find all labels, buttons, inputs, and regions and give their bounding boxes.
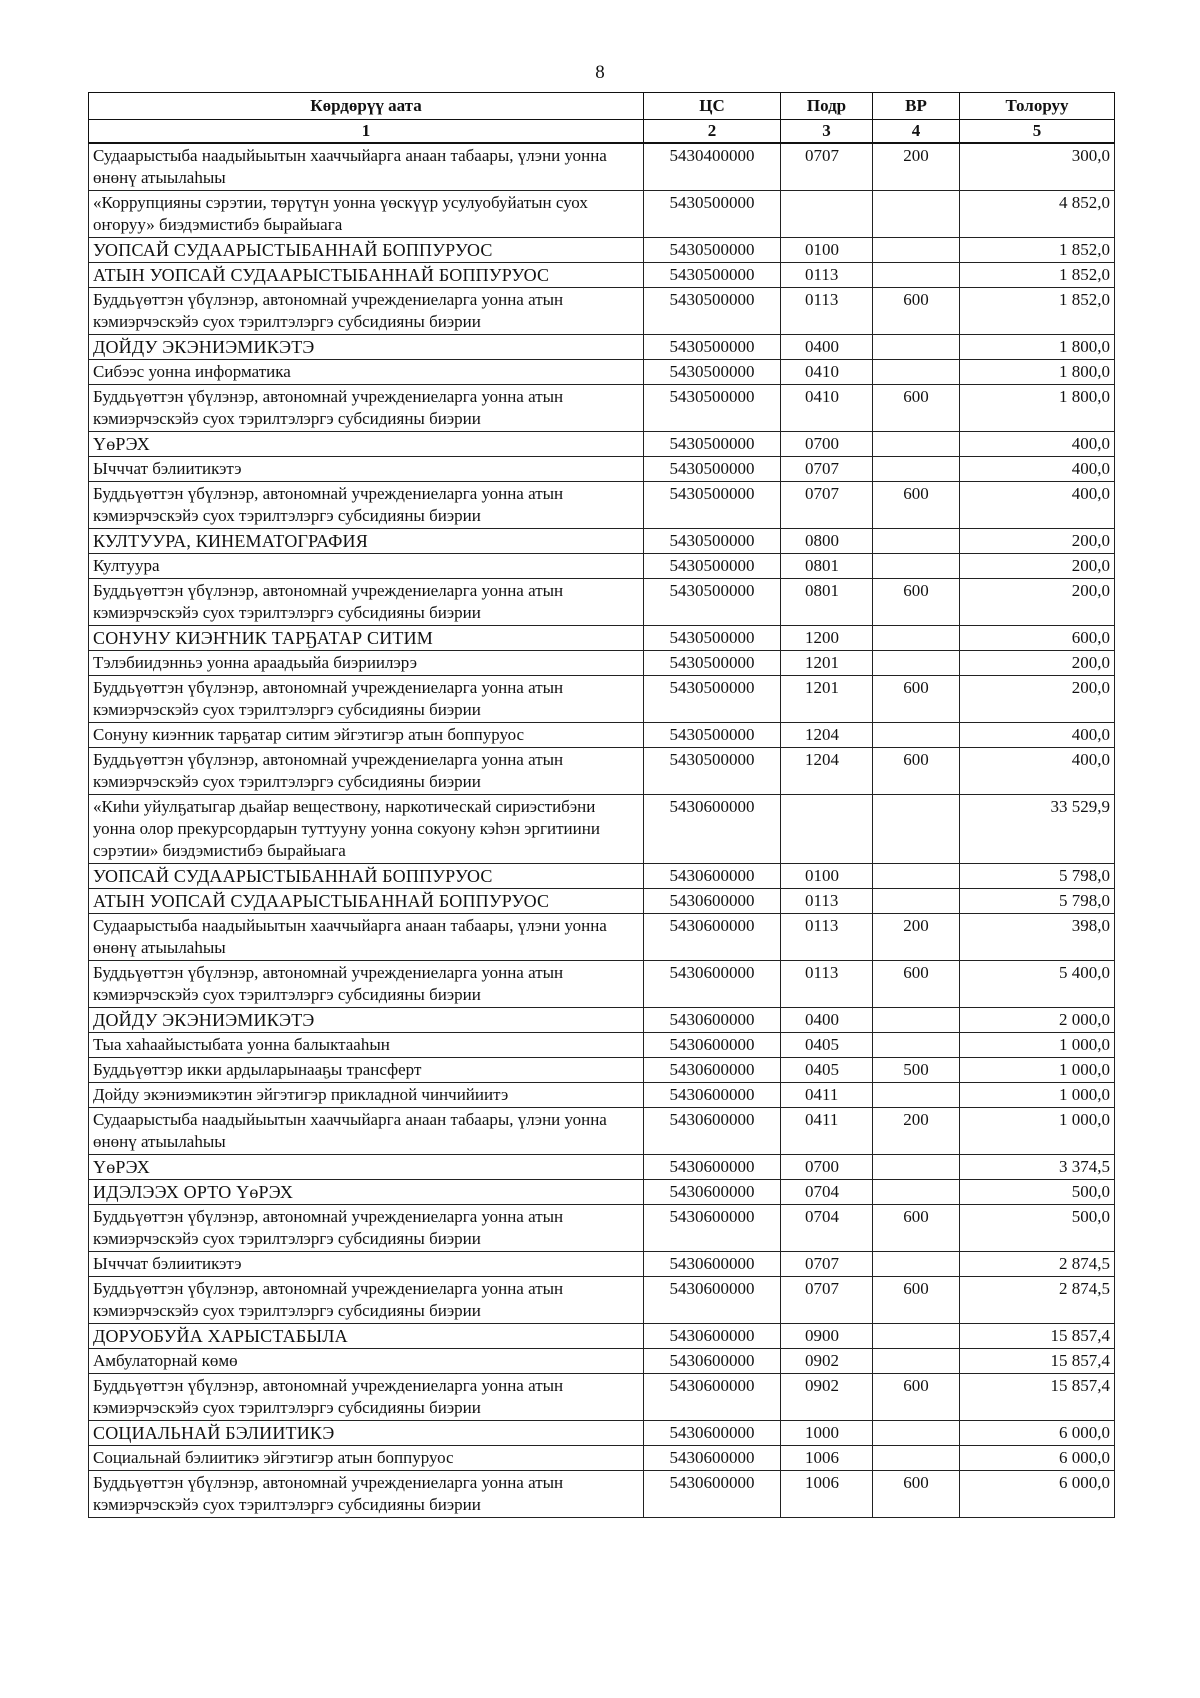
column-number-3: 3 bbox=[781, 120, 873, 144]
row-podr-code: 0707 bbox=[781, 1252, 873, 1277]
row-podr-code: 1000 bbox=[781, 1421, 873, 1446]
row-name: Судаарыстыба наадыйыытын хааччыйарга анаан табаары, үлэни уонна ɵнɵнү атыылаһыы bbox=[89, 1108, 644, 1155]
column-number-4: 4 bbox=[873, 120, 960, 144]
row-podr-code: 0707 bbox=[781, 1277, 873, 1324]
row-vr-code bbox=[873, 723, 960, 748]
row-name: Буддьүɵттэн үбүлэнэр, автономнай учреждениеларга уонна атын кэмиэрчэскэйэ суох тэрилтэлэргэ субсидияны биэрии bbox=[89, 1471, 644, 1518]
row-name: Буддьүɵттэн үбүлэнэр, автономнай учреждениеларга уонна атын кэмиэрчэскэйэ суох тэрилтэлэргэ субсидияны биэрии bbox=[89, 385, 644, 432]
table-row bbox=[89, 914, 1115, 961]
row-amount: 33 529,9 bbox=[960, 795, 1115, 864]
row-cs-code: 5430600000 bbox=[644, 1421, 781, 1446]
row-podr-code: 0400 bbox=[781, 335, 873, 360]
row-cs-code: 5430500000 bbox=[644, 651, 781, 676]
row-amount: 400,0 bbox=[960, 482, 1115, 529]
table-header bbox=[89, 93, 1115, 144]
row-cs-code: 5430600000 bbox=[644, 1205, 781, 1252]
table-row bbox=[89, 554, 1115, 579]
table-body bbox=[89, 143, 1115, 1518]
table-row bbox=[89, 263, 1115, 288]
table-row bbox=[89, 889, 1115, 914]
table-row bbox=[89, 1108, 1115, 1155]
row-vr-code: 200 bbox=[873, 1108, 960, 1155]
table-row bbox=[89, 579, 1115, 626]
row-amount: 1 852,0 bbox=[960, 263, 1115, 288]
row-amount: 2 874,5 bbox=[960, 1252, 1115, 1277]
row-name: Буддьүɵттэн үбүлэнэр, автономнай учреждениеларга уонна атын кэмиэрчэскэйэ суох тэрилтэлэргэ субсидияны биэрии bbox=[89, 482, 644, 529]
column-header-amount: Толоруу bbox=[960, 93, 1115, 120]
row-podr-code: 1204 bbox=[781, 748, 873, 795]
row-cs-code: 5430500000 bbox=[644, 385, 781, 432]
row-name: Амбулаторнай кɵмɵ bbox=[89, 1349, 644, 1374]
budget-table bbox=[88, 92, 1115, 1518]
row-vr-code bbox=[873, 360, 960, 385]
row-vr-code: 600 bbox=[873, 385, 960, 432]
row-name: Судаарыстыба наадыйыытын хааччыйарга анаан табаары, үлэни уонна ɵнɵнү атыылаһыы bbox=[89, 143, 644, 191]
row-podr-code: 0113 bbox=[781, 961, 873, 1008]
table-row bbox=[89, 1446, 1115, 1471]
row-podr-code: 0410 bbox=[781, 360, 873, 385]
table-row bbox=[89, 1252, 1115, 1277]
table-row bbox=[89, 432, 1115, 457]
row-podr-code: 0902 bbox=[781, 1349, 873, 1374]
row-podr-code bbox=[781, 191, 873, 238]
row-vr-code bbox=[873, 457, 960, 482]
row-name: АТЫН УОПСАЙ СУДААРЫСТЫБАННАЙ БОППУРУОС bbox=[89, 263, 644, 288]
row-podr-code: 0113 bbox=[781, 889, 873, 914]
page-number: 8 bbox=[595, 62, 605, 83]
row-podr-code: 0800 bbox=[781, 529, 873, 554]
table-row bbox=[89, 238, 1115, 263]
row-amount: 1 800,0 bbox=[960, 335, 1115, 360]
row-vr-code: 200 bbox=[873, 143, 960, 191]
row-name: ҮɵРЭХ bbox=[89, 1155, 644, 1180]
row-podr-code: 1201 bbox=[781, 676, 873, 723]
row-podr-code: 0113 bbox=[781, 288, 873, 335]
row-amount: 400,0 bbox=[960, 723, 1115, 748]
row-vr-code bbox=[873, 1349, 960, 1374]
row-name: АТЫН УОПСАЙ СУДААРЫСТЫБАННАЙ БОППУРУОС bbox=[89, 889, 644, 914]
table-row bbox=[89, 191, 1115, 238]
row-name: Буддьүɵттэн үбүлэнэр, автономнай учреждениеларга уонна атын кэмиэрчэскэйэ суох тэрилтэлэргэ субсидияны биэрии bbox=[89, 676, 644, 723]
table-row bbox=[89, 748, 1115, 795]
row-vr-code: 600 bbox=[873, 1374, 960, 1421]
row-vr-code bbox=[873, 263, 960, 288]
row-podr-code: 0704 bbox=[781, 1205, 873, 1252]
row-vr-code: 600 bbox=[873, 288, 960, 335]
row-amount: 6 000,0 bbox=[960, 1421, 1115, 1446]
row-cs-code: 5430600000 bbox=[644, 1108, 781, 1155]
table-row bbox=[89, 651, 1115, 676]
table-row bbox=[89, 1083, 1115, 1108]
row-podr-code: 0100 bbox=[781, 238, 873, 263]
table-row bbox=[89, 1471, 1115, 1518]
row-cs-code: 5430600000 bbox=[644, 961, 781, 1008]
row-cs-code: 5430500000 bbox=[644, 432, 781, 457]
row-name: Сонуну киэҥник тарҕатар ситим эйгэтигэр атын боппуруос bbox=[89, 723, 644, 748]
row-cs-code: 5430600000 bbox=[644, 1349, 781, 1374]
row-vr-code bbox=[873, 529, 960, 554]
row-amount: 1 000,0 bbox=[960, 1108, 1115, 1155]
row-name: Судаарыстыба наадыйыытын хааччыйарга анаан табаары, үлэни уонна ɵнɵнү атыылаһыы bbox=[89, 914, 644, 961]
row-amount: 15 857,4 bbox=[960, 1324, 1115, 1349]
table-row bbox=[89, 1277, 1115, 1324]
row-amount: 500,0 bbox=[960, 1180, 1115, 1205]
row-name: СОЦИАЛЬНАЙ БЭЛИИТИКЭ bbox=[89, 1421, 644, 1446]
row-cs-code: 5430600000 bbox=[644, 1180, 781, 1205]
row-vr-code bbox=[873, 651, 960, 676]
row-amount: 200,0 bbox=[960, 554, 1115, 579]
row-amount: 5 798,0 bbox=[960, 864, 1115, 889]
table-row bbox=[89, 961, 1115, 1008]
row-cs-code: 5430500000 bbox=[644, 579, 781, 626]
row-podr-code: 0707 bbox=[781, 457, 873, 482]
row-cs-code: 5430400000 bbox=[644, 143, 781, 191]
row-podr-code: 0704 bbox=[781, 1180, 873, 1205]
row-cs-code: 5430600000 bbox=[644, 1008, 781, 1033]
row-cs-code: 5430500000 bbox=[644, 335, 781, 360]
table-row bbox=[89, 482, 1115, 529]
row-cs-code: 5430600000 bbox=[644, 1252, 781, 1277]
row-vr-code bbox=[873, 1252, 960, 1277]
row-name: Тэлэбиидэнньэ уонна араадьыйа биэриилэрэ bbox=[89, 651, 644, 676]
row-name: Буддьүɵттэн үбүлэнэр, автономнай учреждениеларга уонна атын кэмиэрчэскэйэ суох тэрилтэлэргэ субсидияны биэрии bbox=[89, 1205, 644, 1252]
row-amount: 1 852,0 bbox=[960, 238, 1115, 263]
row-name: Ычччат бэлиитикэтэ bbox=[89, 457, 644, 482]
row-amount: 15 857,4 bbox=[960, 1349, 1115, 1374]
row-vr-code bbox=[873, 1083, 960, 1108]
row-cs-code: 5430500000 bbox=[644, 676, 781, 723]
row-vr-code: 600 bbox=[873, 961, 960, 1008]
row-amount: 200,0 bbox=[960, 676, 1115, 723]
table-row bbox=[89, 1421, 1115, 1446]
table-row bbox=[89, 335, 1115, 360]
row-amount: 600,0 bbox=[960, 626, 1115, 651]
row-name: Тыа хаһаайыстыбата уонна балыктааһын bbox=[89, 1033, 644, 1058]
row-cs-code: 5430600000 bbox=[644, 1033, 781, 1058]
row-cs-code: 5430600000 bbox=[644, 1058, 781, 1083]
row-podr-code bbox=[781, 795, 873, 864]
table-row bbox=[89, 1033, 1115, 1058]
table-row bbox=[89, 1374, 1115, 1421]
row-amount: 2 874,5 bbox=[960, 1277, 1115, 1324]
row-podr-code: 0707 bbox=[781, 143, 873, 191]
table-row bbox=[89, 795, 1115, 864]
row-amount: 5 798,0 bbox=[960, 889, 1115, 914]
column-header-podr: Подр bbox=[781, 93, 873, 120]
column-number-1: 1 bbox=[89, 120, 644, 144]
row-name: «Коррупцияны сэрэтии, тɵрүтүн уонна үɵскүүр усулуобуйатын суох оҥоруу» биэдэмистибэ бырайыага bbox=[89, 191, 644, 238]
row-name: Буддьүɵттэр икки ардыларынааҕы трансферт bbox=[89, 1058, 644, 1083]
row-amount: 1 800,0 bbox=[960, 385, 1115, 432]
row-cs-code: 5430600000 bbox=[644, 1155, 781, 1180]
row-name: ДОЙДУ ЭКЭНИЭМИКЭТЭ bbox=[89, 1008, 644, 1033]
row-amount: 1 852,0 bbox=[960, 288, 1115, 335]
row-amount: 400,0 bbox=[960, 457, 1115, 482]
row-amount: 400,0 bbox=[960, 748, 1115, 795]
row-cs-code: 5430600000 bbox=[644, 1446, 781, 1471]
row-name: СОНУНУ КИЭҤНИК ТАРҔАТАР СИТИМ bbox=[89, 626, 644, 651]
table-row bbox=[89, 1058, 1115, 1083]
table-row bbox=[89, 1205, 1115, 1252]
row-podr-code: 1200 bbox=[781, 626, 873, 651]
row-podr-code: 0801 bbox=[781, 579, 873, 626]
row-vr-code: 600 bbox=[873, 482, 960, 529]
row-cs-code: 5430500000 bbox=[644, 288, 781, 335]
row-cs-code: 5430500000 bbox=[644, 191, 781, 238]
table-row bbox=[89, 143, 1115, 191]
row-amount: 1 000,0 bbox=[960, 1083, 1115, 1108]
row-vr-code bbox=[873, 335, 960, 360]
row-name: Дойду экэниэмикэтин эйгэтигэр прикладной чинчийиитэ bbox=[89, 1083, 644, 1108]
row-vr-code: 600 bbox=[873, 1205, 960, 1252]
row-cs-code: 5430600000 bbox=[644, 864, 781, 889]
row-podr-code: 0902 bbox=[781, 1374, 873, 1421]
row-amount: 200,0 bbox=[960, 651, 1115, 676]
row-name: Буддьүɵттэн үбүлэнэр, автономнай учреждениеларга уонна атын кэмиэрчэскэйэ суох тэрилтэлэргэ субсидияны биэрии bbox=[89, 1277, 644, 1324]
table-row bbox=[89, 1180, 1115, 1205]
row-vr-code bbox=[873, 1155, 960, 1180]
row-name: Социальнай бэлиитикэ эйгэтигэр атын боппуруос bbox=[89, 1446, 644, 1471]
table-row bbox=[89, 1155, 1115, 1180]
row-cs-code: 5430600000 bbox=[644, 1374, 781, 1421]
row-vr-code bbox=[873, 191, 960, 238]
row-name: ДОЙДУ ЭКЭНИЭМИКЭТЭ bbox=[89, 335, 644, 360]
row-podr-code: 0900 bbox=[781, 1324, 873, 1349]
row-name: ИДЭЛЭЭХ ОРТО ҮɵРЭХ bbox=[89, 1180, 644, 1205]
row-cs-code: 5430500000 bbox=[644, 748, 781, 795]
column-header-name: Кɵрдɵрүү аата bbox=[89, 93, 644, 120]
row-cs-code: 5430600000 bbox=[644, 889, 781, 914]
row-amount: 5 400,0 bbox=[960, 961, 1115, 1008]
row-amount: 1 800,0 bbox=[960, 360, 1115, 385]
row-name: Буддьүɵттэн үбүлэнэр, автономнай учреждениеларга уонна атын кэмиэрчэскэйэ суох тэрилтэлэргэ субсидияны биэрии bbox=[89, 288, 644, 335]
row-podr-code: 0400 bbox=[781, 1008, 873, 1033]
row-vr-code: 600 bbox=[873, 676, 960, 723]
row-podr-code: 0100 bbox=[781, 864, 873, 889]
row-amount: 300,0 bbox=[960, 143, 1115, 191]
row-name: Ычччат бэлиитикэтэ bbox=[89, 1252, 644, 1277]
row-vr-code bbox=[873, 1033, 960, 1058]
row-vr-code bbox=[873, 1421, 960, 1446]
row-podr-code: 0411 bbox=[781, 1083, 873, 1108]
table-row bbox=[89, 723, 1115, 748]
row-vr-code bbox=[873, 795, 960, 864]
row-amount: 6 000,0 bbox=[960, 1471, 1115, 1518]
row-vr-code bbox=[873, 1008, 960, 1033]
row-cs-code: 5430500000 bbox=[644, 482, 781, 529]
row-cs-code: 5430500000 bbox=[644, 360, 781, 385]
table-row bbox=[89, 1349, 1115, 1374]
row-name: УОПСАЙ СУДААРЫСТЫБАННАЙ БОППУРУОС bbox=[89, 864, 644, 889]
row-podr-code: 0707 bbox=[781, 482, 873, 529]
row-cs-code: 5430600000 bbox=[644, 1471, 781, 1518]
row-name: Буддьүɵттэн үбүлэнэр, автономнай учреждениеларга уонна атын кэмиэрчэскэйэ суох тэрилтэлэргэ субсидияны биэрии bbox=[89, 748, 644, 795]
column-number-5: 5 bbox=[960, 120, 1115, 144]
column-number-2: 2 bbox=[644, 120, 781, 144]
row-amount: 398,0 bbox=[960, 914, 1115, 961]
row-amount: 2 000,0 bbox=[960, 1008, 1115, 1033]
row-vr-code bbox=[873, 1446, 960, 1471]
row-name: ҮɵРЭХ bbox=[89, 432, 644, 457]
column-header-cs: ЦС bbox=[644, 93, 781, 120]
row-podr-code: 0405 bbox=[781, 1058, 873, 1083]
row-cs-code: 5430500000 bbox=[644, 723, 781, 748]
row-vr-code bbox=[873, 1180, 960, 1205]
row-vr-code: 600 bbox=[873, 748, 960, 795]
table-row bbox=[89, 529, 1115, 554]
row-podr-code: 0700 bbox=[781, 1155, 873, 1180]
row-podr-code: 0700 bbox=[781, 432, 873, 457]
row-amount: 1 000,0 bbox=[960, 1033, 1115, 1058]
row-name: УОПСАЙ СУДААРЫСТЫБАННАЙ БОППУРУОС bbox=[89, 238, 644, 263]
row-cs-code: 5430500000 bbox=[644, 263, 781, 288]
table-row bbox=[89, 360, 1115, 385]
row-vr-code: 600 bbox=[873, 579, 960, 626]
row-name: Буддьүɵттэн үбүлэнэр, автономнай учреждениеларга уонна атын кэмиэрчэскэйэ суох тэрилтэлэргэ субсидияны биэрии bbox=[89, 961, 644, 1008]
row-name: ДОРУОБУЙА ХАРЫСТАБЫЛА bbox=[89, 1324, 644, 1349]
row-name: Буддьүɵттэн үбүлэнэр, автономнай учреждениеларга уонна атын кэмиэрчэскэйэ суох тэрилтэлэргэ субсидияны биэрии bbox=[89, 1374, 644, 1421]
row-amount: 200,0 bbox=[960, 579, 1115, 626]
row-vr-code: 200 bbox=[873, 914, 960, 961]
row-podr-code: 0411 bbox=[781, 1108, 873, 1155]
row-cs-code: 5430600000 bbox=[644, 1324, 781, 1349]
row-podr-code: 0113 bbox=[781, 263, 873, 288]
row-vr-code: 500 bbox=[873, 1058, 960, 1083]
row-vr-code bbox=[873, 238, 960, 263]
row-cs-code: 5430500000 bbox=[644, 554, 781, 579]
row-podr-code: 0113 bbox=[781, 914, 873, 961]
row-vr-code bbox=[873, 889, 960, 914]
row-podr-code: 0801 bbox=[781, 554, 873, 579]
row-amount: 200,0 bbox=[960, 529, 1115, 554]
column-header-vr: ВР bbox=[873, 93, 960, 120]
row-podr-code: 1006 bbox=[781, 1446, 873, 1471]
row-amount: 500,0 bbox=[960, 1205, 1115, 1252]
row-name: Култуура bbox=[89, 554, 644, 579]
row-cs-code: 5430600000 bbox=[644, 1083, 781, 1108]
row-cs-code: 5430600000 bbox=[644, 795, 781, 864]
row-amount: 400,0 bbox=[960, 432, 1115, 457]
table-row bbox=[89, 864, 1115, 889]
row-name: «Киһи уйулҕатыгар дьайар веществону, наркотическай сириэстибэни уонна олор прекурсордарын туттууну уонна сокуону кэһэн эргитиини сэрэтии» биэдэмистибэ бырайыага bbox=[89, 795, 644, 864]
row-cs-code: 5430600000 bbox=[644, 1277, 781, 1324]
row-vr-code bbox=[873, 432, 960, 457]
table-row bbox=[89, 676, 1115, 723]
row-podr-code: 0410 bbox=[781, 385, 873, 432]
row-vr-code: 600 bbox=[873, 1277, 960, 1324]
row-amount: 3 374,5 bbox=[960, 1155, 1115, 1180]
row-podr-code: 0405 bbox=[781, 1033, 873, 1058]
row-amount: 6 000,0 bbox=[960, 1446, 1115, 1471]
row-name: Буддьүɵттэн үбүлэнэр, автономнай учреждениеларга уонна атын кэмиэрчэскэйэ суох тэрилтэлэргэ субсидияны биэрии bbox=[89, 579, 644, 626]
row-podr-code: 1204 bbox=[781, 723, 873, 748]
row-vr-code bbox=[873, 864, 960, 889]
row-vr-code bbox=[873, 554, 960, 579]
row-podr-code: 1006 bbox=[781, 1471, 873, 1518]
row-podr-code: 1201 bbox=[781, 651, 873, 676]
row-vr-code bbox=[873, 1324, 960, 1349]
row-cs-code: 5430600000 bbox=[644, 914, 781, 961]
row-cs-code: 5430500000 bbox=[644, 529, 781, 554]
table-row bbox=[89, 457, 1115, 482]
row-cs-code: 5430500000 bbox=[644, 238, 781, 263]
table-row bbox=[89, 1008, 1115, 1033]
table-row bbox=[89, 288, 1115, 335]
table-row bbox=[89, 385, 1115, 432]
row-cs-code: 5430500000 bbox=[644, 626, 781, 651]
row-vr-code: 600 bbox=[873, 1471, 960, 1518]
row-name: КУЛТУУРА, КИНЕМАТОГРАФИЯ bbox=[89, 529, 644, 554]
row-amount: 15 857,4 bbox=[960, 1374, 1115, 1421]
table-row bbox=[89, 626, 1115, 651]
row-name: Сибээс уонна информатика bbox=[89, 360, 644, 385]
row-amount: 4 852,0 bbox=[960, 191, 1115, 238]
row-cs-code: 5430500000 bbox=[644, 457, 781, 482]
table-row bbox=[89, 1324, 1115, 1349]
row-amount: 1 000,0 bbox=[960, 1058, 1115, 1083]
row-vr-code bbox=[873, 626, 960, 651]
